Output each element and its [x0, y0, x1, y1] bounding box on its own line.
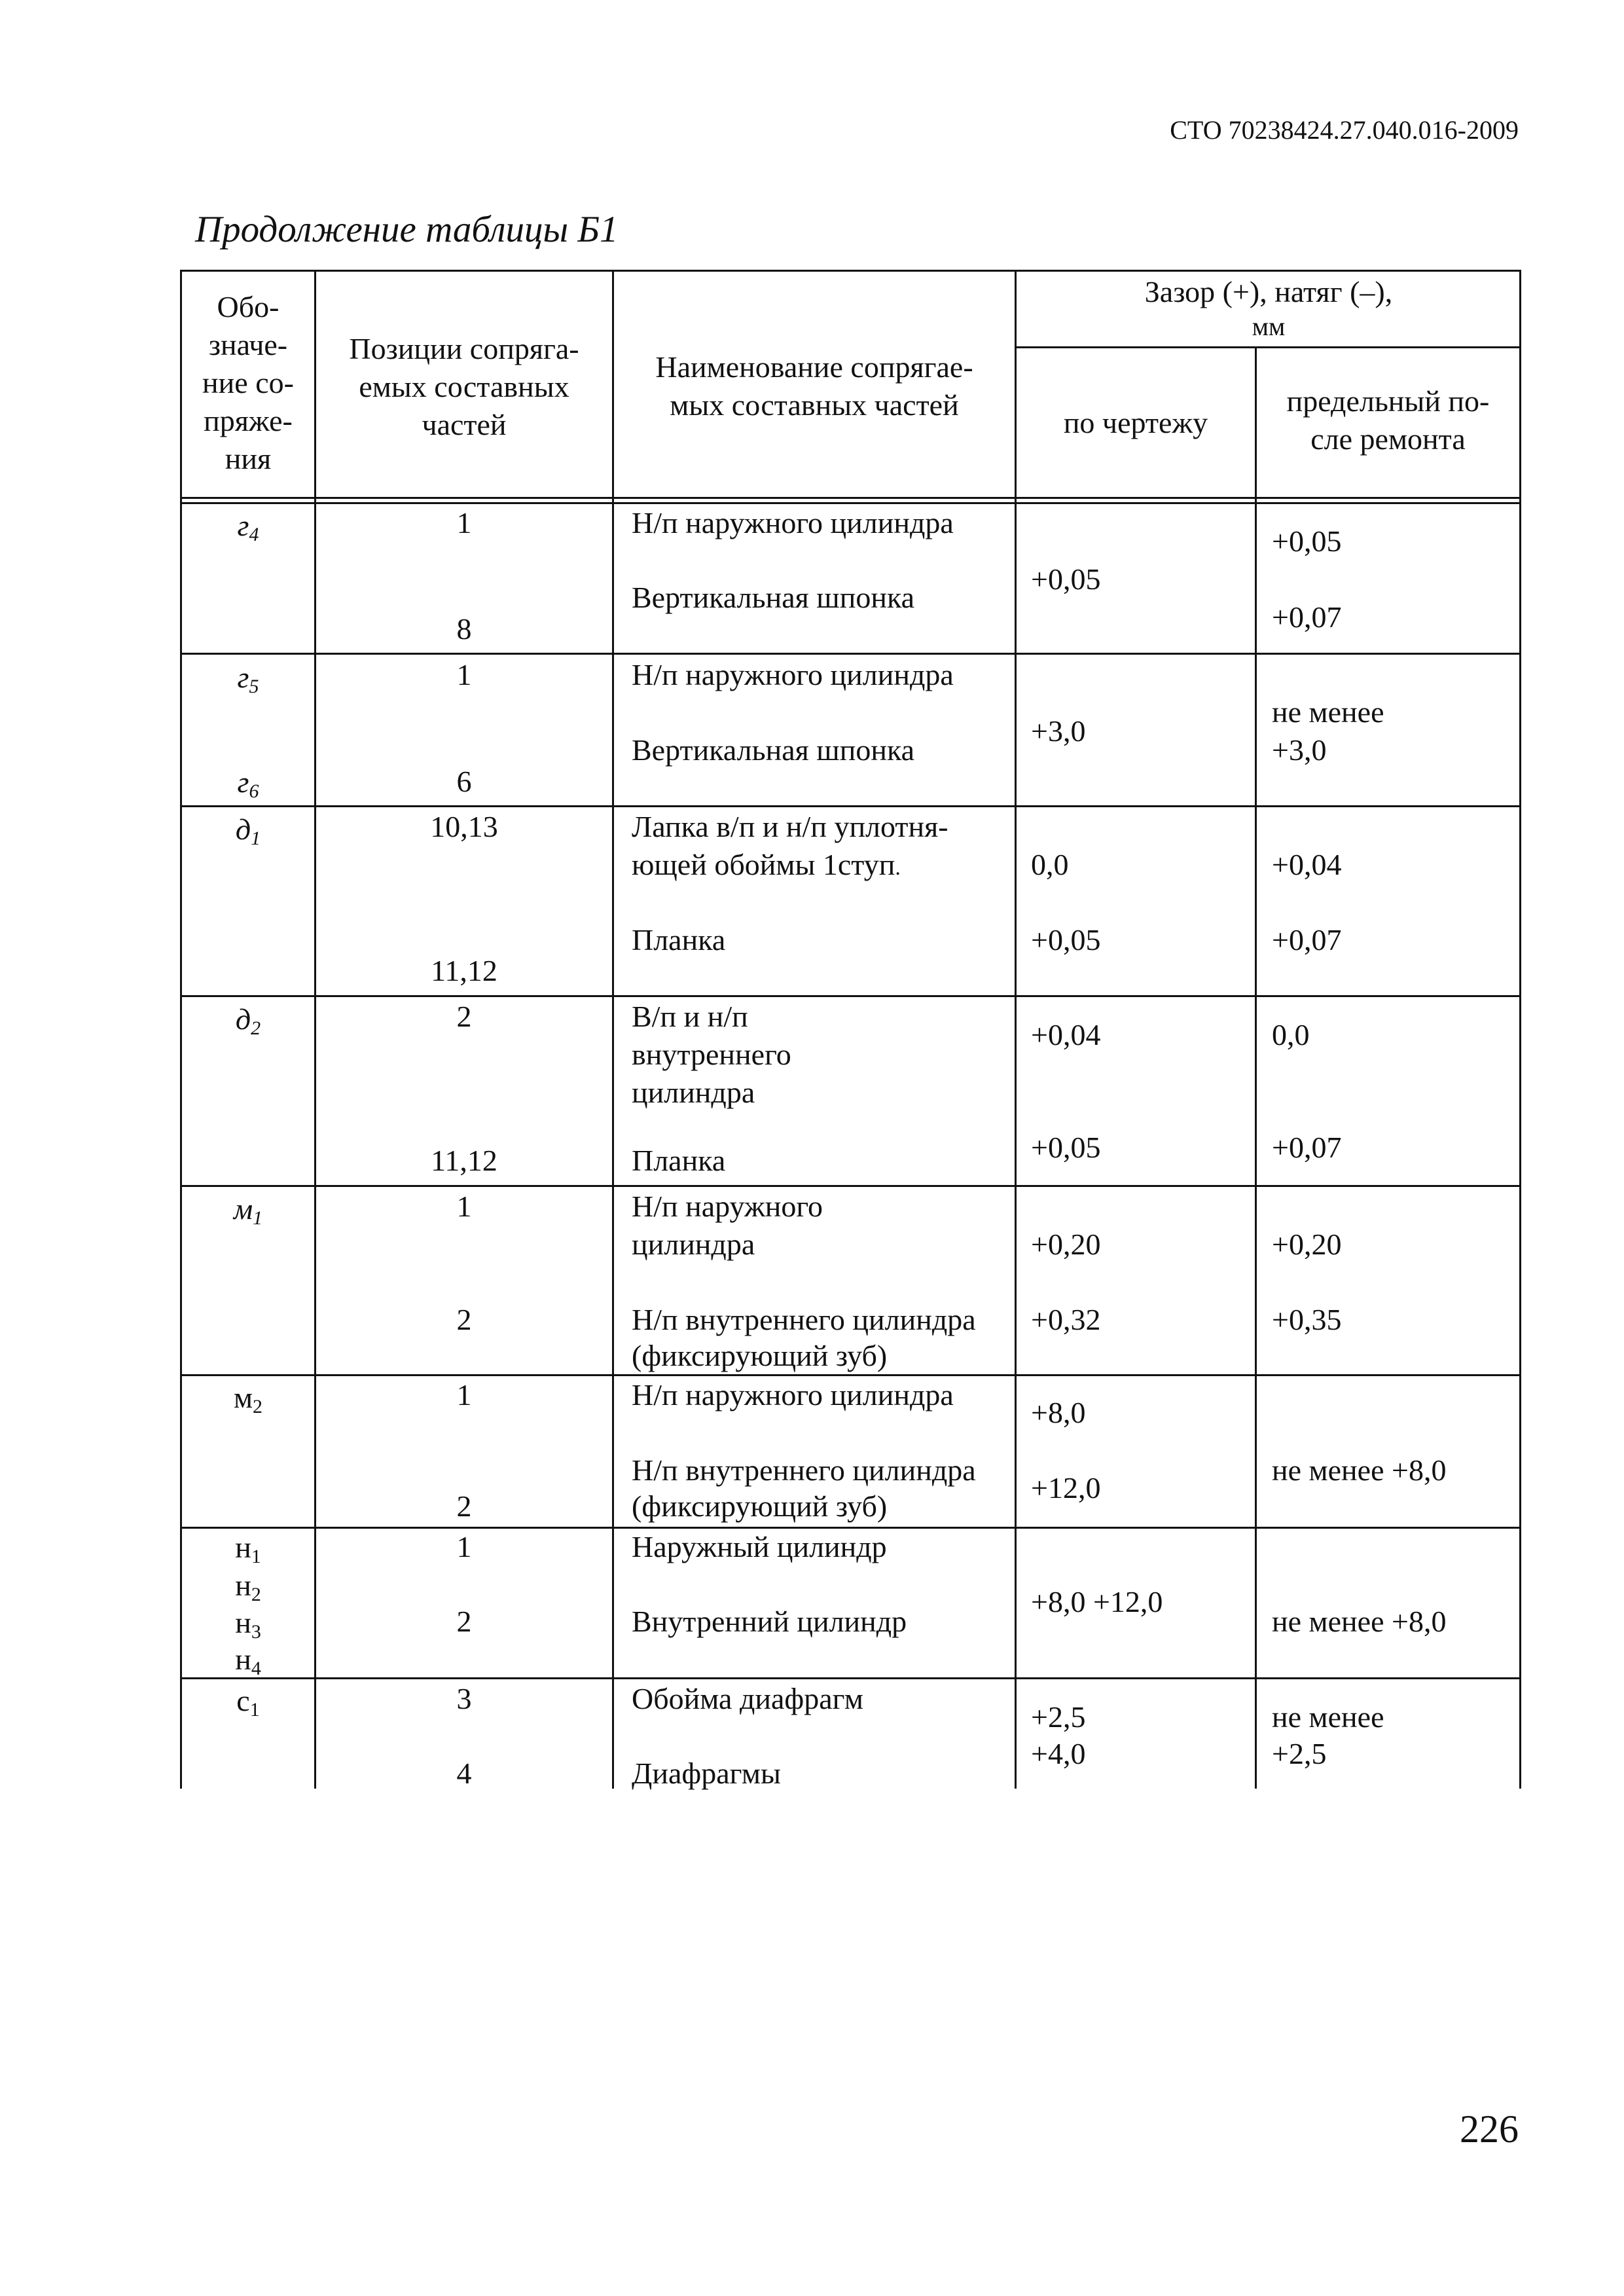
row-by-drawing: 0,0: [1031, 848, 1069, 881]
row-designation: $г_5$: [237, 661, 259, 697]
table-divider-4: [1255, 346, 1257, 1789]
row-designation: $г_4$: [237, 509, 259, 545]
row-by-drawing: +0,04: [1031, 1018, 1101, 1051]
row-limit: +0,07: [1272, 1131, 1342, 1164]
row-designation: $м_2$: [233, 1381, 263, 1417]
row-part-name: Внутренний цилиндр: [632, 1605, 907, 1638]
row-position: 1: [456, 1530, 472, 1563]
row-part-name: ющей обоймы 1ступ.: [632, 848, 901, 881]
row-designation: $н_2$: [235, 1569, 261, 1605]
row-designation: $г_6$: [237, 765, 259, 802]
header-clearance-group: Зазор (+), натяг (–), мм: [1144, 275, 1393, 341]
row-part-name: цилиндра: [632, 1228, 755, 1261]
header-names: Наименование сопрягае- мых составных частей: [655, 350, 973, 422]
row-designation: $н_4$: [235, 1643, 261, 1679]
row-position: 1: [456, 658, 472, 691]
row-line: [180, 653, 1521, 655]
row-position: 3: [456, 1682, 472, 1715]
row-part-name: Наружный цилиндр: [632, 1530, 887, 1563]
header-group-line: [1015, 346, 1521, 348]
row-designation: $д_1$: [235, 812, 261, 849]
row-part-name: Вертикальная шпонка: [632, 733, 915, 767]
row-by-drawing: +8,0: [1031, 1396, 1086, 1429]
row-part-name: Диафрагмы: [632, 1757, 781, 1790]
row-line: [180, 1677, 1521, 1679]
row-part-name: В/п и н/п: [632, 1000, 748, 1033]
row-part-name: Н/п внутреннего цилиндра: [632, 1453, 976, 1487]
row-part-name: Н/п наружного: [632, 1190, 823, 1223]
row-limit: +0,35: [1272, 1303, 1342, 1336]
row-position: 11,12: [431, 1144, 497, 1177]
document-code: СТО 70238424.27.040.016-2009: [1170, 115, 1519, 145]
row-position: 1: [456, 1378, 472, 1412]
header-by-drawing: по чертежу: [1063, 406, 1208, 439]
row-part-name: Н/п наружного цилиндра: [632, 506, 954, 539]
row-by-drawing: +0,20: [1031, 1228, 1101, 1261]
row-by-drawing: +0,05: [1031, 1131, 1101, 1164]
row-by-drawing: +8,0 +12,0: [1031, 1585, 1163, 1618]
row-line: [180, 805, 1521, 807]
row-limit: +0,07: [1272, 923, 1342, 957]
table-border-top: [180, 270, 1521, 272]
row-position: 1: [456, 506, 472, 539]
row-limit: не менее: [1272, 695, 1384, 729]
row-part-name: (фиксирующий зуб): [632, 1339, 888, 1372]
row-designation: $н_3$: [235, 1606, 261, 1643]
row-by-drawing: +4,0: [1031, 1737, 1086, 1770]
row-position: 10,13: [430, 810, 498, 843]
row-part-name: Н/п наружного цилиндра: [632, 658, 954, 691]
row-limit: +0,20: [1272, 1228, 1342, 1261]
row-designation: $м_1$: [233, 1192, 263, 1229]
row-part-name: Обойма диафрагм: [632, 1682, 863, 1715]
row-by-drawing: +2,5: [1031, 1700, 1086, 1734]
row-line: [180, 995, 1521, 997]
row-part-name: внутреннего: [632, 1038, 791, 1071]
row-part-name: Вертикальная шпонка: [632, 581, 915, 614]
row-position: 6: [456, 765, 472, 798]
row-position: 11,12: [431, 954, 497, 987]
row-by-drawing: +3,0: [1031, 714, 1086, 748]
row-limit: +0,05: [1272, 524, 1342, 558]
table-caption: Продолжение таблицы Б1: [195, 209, 619, 250]
row-part-name: Планка: [632, 1144, 726, 1177]
row-part-name: Лапка в/п и н/п уплотня-: [632, 810, 948, 843]
row-position: 2: [456, 1489, 472, 1523]
header-designation: Обо- значе- ние со- пряже- ния: [202, 290, 294, 475]
row-position: 2: [456, 1605, 472, 1638]
header-limit-after-repair: предельный по- сле ремонта: [1286, 384, 1490, 456]
row-limit: не менее +8,0: [1272, 1605, 1447, 1638]
row-designation: $с_1$: [236, 1684, 260, 1721]
row-part-name: Н/п внутреннего цилиндра: [632, 1303, 976, 1336]
row-position: 2: [456, 1000, 472, 1033]
row-limit: +0,07: [1272, 600, 1342, 634]
row-part-name: цилиндра: [632, 1076, 755, 1109]
row-limit: +3,0: [1272, 733, 1327, 767]
row-position: 1: [456, 1190, 472, 1223]
page-number: 226: [1460, 2107, 1519, 2151]
row-part-name: Планка: [632, 923, 726, 957]
row-position: 4: [456, 1757, 472, 1790]
row-by-drawing: +0,05: [1031, 923, 1101, 957]
row-by-drawing: +12,0: [1031, 1471, 1101, 1504]
row-designation: $н_1$: [235, 1531, 261, 1567]
row-line: [180, 1185, 1521, 1187]
row-by-drawing: +0,32: [1031, 1303, 1101, 1336]
header-bottom-line: [180, 497, 1521, 499]
row-limit: не менее +8,0: [1272, 1453, 1447, 1487]
header-positions: Позиции сопряга- емых составных частей: [349, 332, 579, 441]
row-position: 2: [456, 1303, 472, 1336]
row-part-name: Н/п наружного цилиндра: [632, 1378, 954, 1412]
row-limit: 0,0: [1272, 1018, 1310, 1051]
row-limit: +2,5: [1272, 1737, 1327, 1770]
row-part-name: (фиксирующий зуб): [632, 1489, 888, 1523]
row-limit: +0,04: [1272, 848, 1342, 881]
row-limit: не менее: [1272, 1700, 1384, 1734]
row-designation: $д_2$: [235, 1002, 261, 1039]
data-table: [180, 270, 1521, 1789]
row-position: 8: [456, 612, 472, 646]
row-by-drawing: +0,05: [1031, 562, 1101, 596]
